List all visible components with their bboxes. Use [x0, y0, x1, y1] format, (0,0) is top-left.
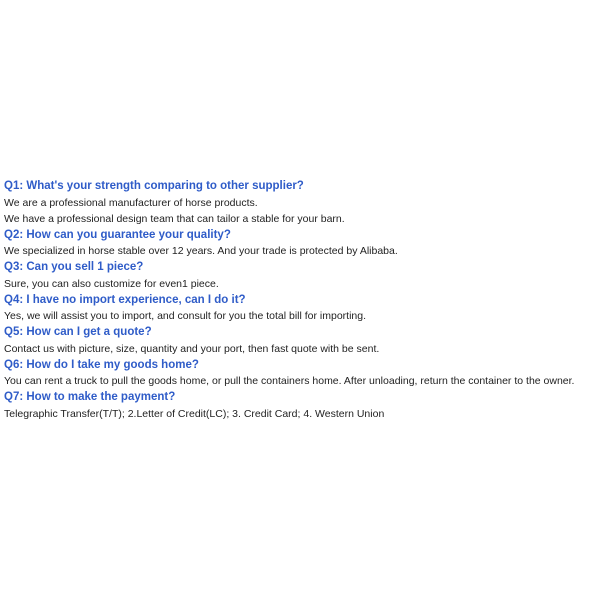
faq-question-7: Q7: How to make the payment? — [4, 391, 176, 403]
faq-section — [4, 178, 598, 422]
faq-answer-4: Yes, we will assist you to import, and consult for you the total bill for importing. — [4, 310, 367, 322]
faq-answer-6: You can rent a truck to pull the goods home, or pull the containers home. After unloading, return the container to the owner. — [4, 375, 575, 387]
faq-question-5: Q5: How can I get a quote? — [4, 326, 152, 338]
faq-question-4: Q4: I have no import experience, can I do it? — [4, 293, 246, 306]
faq-answer-2: We specialized in horse stable over 12 years. And your trade is protected by Alibaba. — [4, 245, 398, 257]
faq-answer-3: Sure, you can also customize for even1 piece. — [4, 277, 219, 290]
faq-question-6: Q6: How do I take my goods home? — [4, 358, 199, 371]
faq-question-3: Q3: Can you sell 1 piece? — [4, 261, 144, 273]
faq-answer-7: Telegraphic Transfer(T/T); 2.Letter of Credit(LC); 3. Credit Card; 4. Western Union — [4, 407, 385, 420]
faq-question-2: Q2: How can you guarantee your quality? — [4, 228, 231, 241]
faq-answer-5: Contact us with picture, size, quantity and your port, then fast quote with be sent. — [4, 342, 380, 355]
faq-question-1: Q1: What's your strength comparing to other supplier? — [4, 180, 304, 192]
faq-answer-1b: We have a professional design team that can tailor a stable for your barn. — [4, 212, 345, 225]
faq-answer-1a: We are a professional manufacturer of horse products. — [4, 196, 258, 209]
